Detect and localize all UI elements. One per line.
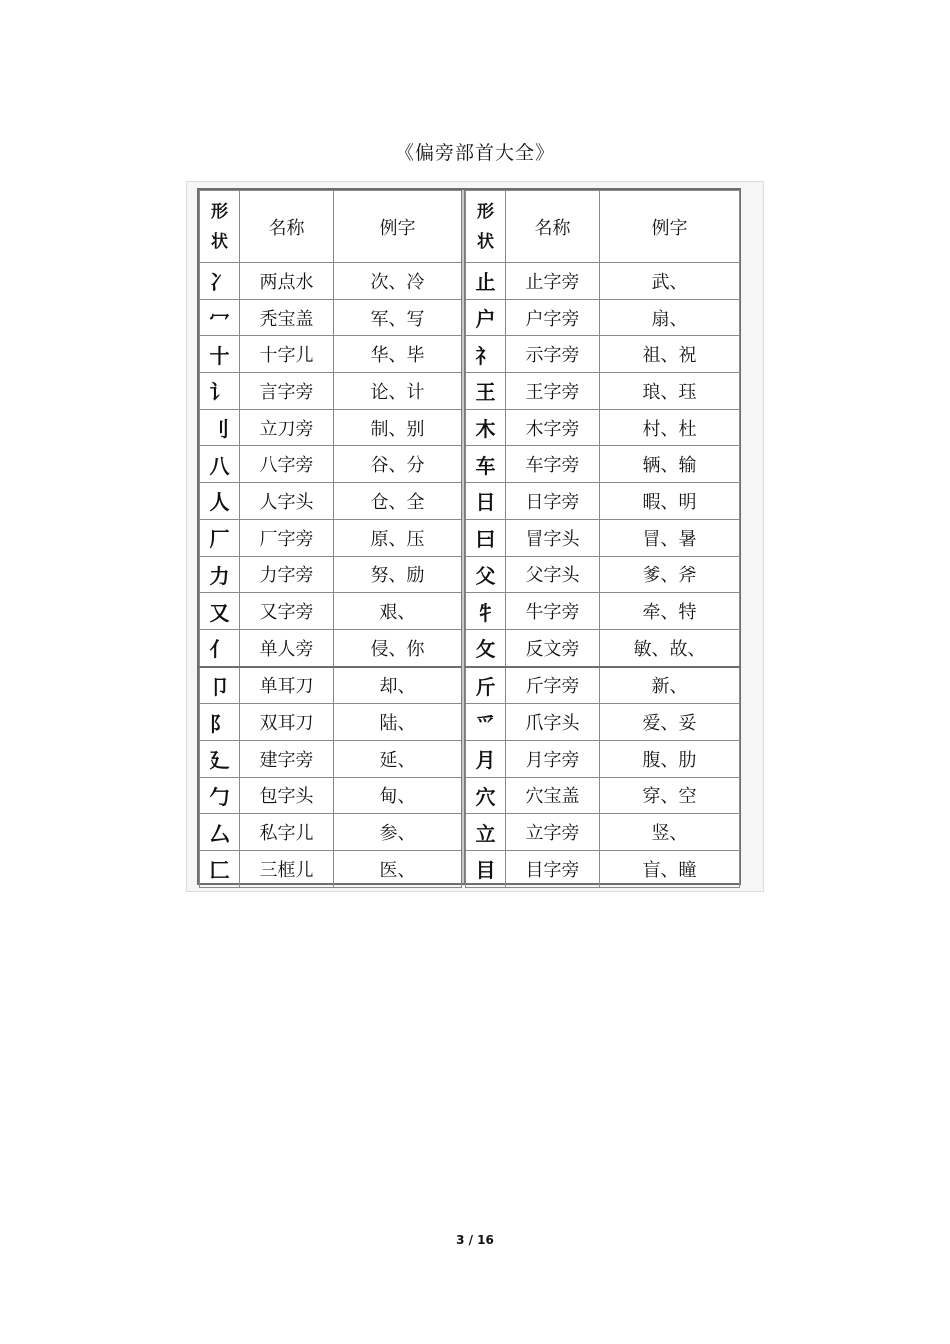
radical-name-cell: 父字头 <box>506 556 600 593</box>
name-header: 名称 <box>506 191 600 263</box>
radical-name-cell: 言字旁 <box>240 373 334 410</box>
table-row <box>200 629 462 666</box>
radical-name-cell: 立字旁 <box>506 814 600 851</box>
radical-shape-cell: 十 <box>200 336 240 373</box>
table-row <box>200 409 462 446</box>
radical-shape-cell: 人 <box>200 483 240 520</box>
radical-shape-cell: 卩 <box>200 667 240 704</box>
radical-shape-cell: 父 <box>466 556 506 593</box>
radical-shape-cell: 冫 <box>200 263 240 300</box>
example-header: 例字 <box>334 191 462 263</box>
table-row <box>466 814 740 851</box>
table-row <box>200 263 462 300</box>
example-chars-cell: 穿、空 <box>600 777 740 814</box>
right-table <box>465 190 739 883</box>
table-row <box>466 704 740 741</box>
radical-shape-cell: 厂 <box>200 519 240 556</box>
radical-name-cell: 立刀旁 <box>240 409 334 446</box>
name-header: 名称 <box>240 191 334 263</box>
radical-name-cell: 秃宝盖 <box>240 299 334 336</box>
table-row <box>466 446 740 483</box>
left-table-body <box>200 263 462 888</box>
radical-shape-cell: 讠 <box>200 373 240 410</box>
table-row <box>200 667 462 704</box>
radical-name-cell: 冒字头 <box>506 519 600 556</box>
table-row <box>200 814 462 851</box>
radicals-table <box>197 188 741 885</box>
page-title: 《偏旁部首大全》 <box>394 142 555 164</box>
table-row <box>200 336 462 373</box>
example-chars-cell: 辆、输 <box>600 446 740 483</box>
example-chars-cell: 暇、明 <box>600 483 740 520</box>
radical-shape-cell: 穴 <box>466 777 506 814</box>
radical-name-cell: 爪字头 <box>506 704 600 741</box>
table-row <box>466 336 740 373</box>
example-chars-cell: 冒、暑 <box>600 519 740 556</box>
radical-shape-cell: 礻 <box>466 336 506 373</box>
table-row <box>466 667 740 704</box>
radical-shape-cell: 冖 <box>200 299 240 336</box>
radical-name-cell: 八字旁 <box>240 446 334 483</box>
shape-header <box>200 191 240 263</box>
radical-name-cell: 王字旁 <box>506 373 600 410</box>
header-row <box>466 191 740 263</box>
example-chars-cell: 华、毕 <box>334 336 462 373</box>
example-chars-cell: 军、写 <box>334 299 462 336</box>
example-chars-cell: 村、杜 <box>600 409 740 446</box>
radical-name-cell: 双耳刀 <box>240 704 334 741</box>
example-chars-cell: 爱、妥 <box>600 704 740 741</box>
shape-header-top: 形 <box>477 201 494 222</box>
radical-shape-cell: 又 <box>200 593 240 630</box>
example-chars-cell: 琅、珏 <box>600 373 740 410</box>
shape-header-bottom: 状 <box>477 231 494 252</box>
radical-shape-cell: 车 <box>466 446 506 483</box>
table-row <box>466 629 740 666</box>
example-chars-cell: 盲、瞳 <box>600 851 740 888</box>
example-chars-cell: 医、 <box>334 851 462 888</box>
radical-shape-cell: 月 <box>466 740 506 777</box>
example-chars-cell: 却、 <box>334 667 462 704</box>
radical-shape-cell: 廴 <box>200 740 240 777</box>
radical-name-cell: 单人旁 <box>240 629 334 666</box>
radical-name-cell: 又字旁 <box>240 593 334 630</box>
example-chars-cell: 原、压 <box>334 519 462 556</box>
example-chars-cell: 祖、祝 <box>600 336 740 373</box>
radical-name-cell: 月字旁 <box>506 740 600 777</box>
radical-shape-cell: 牜 <box>466 593 506 630</box>
radical-name-cell: 力字旁 <box>240 556 334 593</box>
radical-name-cell: 三框儿 <box>240 851 334 888</box>
header-row <box>200 191 462 263</box>
radical-name-cell: 车字旁 <box>506 446 600 483</box>
radical-shape-cell: 刂 <box>200 409 240 446</box>
shape-header-top: 形 <box>211 201 228 222</box>
radical-shape-cell: 厶 <box>200 814 240 851</box>
radical-name-cell: 日字旁 <box>506 483 600 520</box>
radical-shape-cell: 亻 <box>200 629 240 666</box>
table-row <box>466 740 740 777</box>
page-number: 3 / 16 <box>456 1233 494 1247</box>
example-chars-cell: 甸、 <box>334 777 462 814</box>
example-chars-cell: 次、冷 <box>334 263 462 300</box>
example-chars-cell: 仓、全 <box>334 483 462 520</box>
radical-name-cell: 包字头 <box>240 777 334 814</box>
example-chars-cell: 武、 <box>600 263 740 300</box>
radical-shape-cell: 止 <box>466 263 506 300</box>
table-row <box>200 704 462 741</box>
example-chars-cell: 延、 <box>334 740 462 777</box>
table-row <box>466 519 740 556</box>
right-table-grid <box>465 190 740 888</box>
radical-name-cell: 木字旁 <box>506 409 600 446</box>
table-row <box>466 483 740 520</box>
shape-header-bottom: 状 <box>211 231 228 252</box>
left-table-grid <box>199 190 462 888</box>
radical-name-cell: 私字儿 <box>240 814 334 851</box>
example-chars-cell: 侵、你 <box>334 629 462 666</box>
example-chars-cell: 腹、肋 <box>600 740 740 777</box>
table-row <box>466 777 740 814</box>
radical-name-cell: 户字旁 <box>506 299 600 336</box>
radical-shape-cell: 户 <box>466 299 506 336</box>
shape-header <box>466 191 506 263</box>
radical-shape-cell: 力 <box>200 556 240 593</box>
radical-shape-cell: 立 <box>466 814 506 851</box>
table-row <box>466 373 740 410</box>
table-row <box>466 263 740 300</box>
table-row <box>466 851 740 888</box>
table-row <box>200 373 462 410</box>
radical-name-cell: 牛字旁 <box>506 593 600 630</box>
example-chars-cell: 爹、斧 <box>600 556 740 593</box>
radical-shape-cell: 攵 <box>466 629 506 666</box>
example-chars-cell: 制、别 <box>334 409 462 446</box>
radical-name-cell: 止字旁 <box>506 263 600 300</box>
radical-shape-cell: 曰 <box>466 519 506 556</box>
radical-name-cell: 厂字旁 <box>240 519 334 556</box>
table-row <box>200 851 462 888</box>
table-row <box>466 593 740 630</box>
radical-name-cell: 穴宝盖 <box>506 777 600 814</box>
radical-shape-cell: 匚 <box>200 851 240 888</box>
radical-name-cell: 两点水 <box>240 263 334 300</box>
example-chars-cell: 竖、 <box>600 814 740 851</box>
example-chars-cell: 扇、 <box>600 299 740 336</box>
example-chars-cell: 陆、 <box>334 704 462 741</box>
example-chars-cell: 新、 <box>600 667 740 704</box>
table-row <box>466 556 740 593</box>
radical-shape-cell: 日 <box>466 483 506 520</box>
example-chars-cell: 牵、特 <box>600 593 740 630</box>
left-table <box>199 190 461 883</box>
table-row <box>466 409 740 446</box>
radical-name-cell: 建字旁 <box>240 740 334 777</box>
radical-name-cell: 反文旁 <box>506 629 600 666</box>
radical-shape-cell: 木 <box>466 409 506 446</box>
table-row <box>200 593 462 630</box>
table-row <box>200 556 462 593</box>
table-row <box>200 740 462 777</box>
example-header: 例字 <box>600 191 740 263</box>
table-row <box>466 299 740 336</box>
radical-shape-cell: 阝 <box>200 704 240 741</box>
radical-shape-cell: 八 <box>200 446 240 483</box>
radical-shape-cell: 目 <box>466 851 506 888</box>
radical-shape-cell: 爫 <box>466 704 506 741</box>
radical-name-cell: 人字头 <box>240 483 334 520</box>
table-row <box>200 777 462 814</box>
example-chars-cell: 敏、故、 <box>600 629 740 666</box>
example-chars-cell: 论、计 <box>334 373 462 410</box>
radical-shape-cell: 斤 <box>466 667 506 704</box>
example-chars-cell: 艰、 <box>334 593 462 630</box>
table-row <box>200 519 462 556</box>
table-row <box>200 299 462 336</box>
radical-shape-cell: 王 <box>466 373 506 410</box>
radical-shape-cell: 勹 <box>200 777 240 814</box>
radical-name-cell: 斤字旁 <box>506 667 600 704</box>
table-row <box>200 483 462 520</box>
table-row <box>200 446 462 483</box>
example-chars-cell: 努、励 <box>334 556 462 593</box>
right-table-body <box>466 263 740 888</box>
example-chars-cell: 谷、分 <box>334 446 462 483</box>
radical-name-cell: 示字旁 <box>506 336 600 373</box>
radical-name-cell: 目字旁 <box>506 851 600 888</box>
radical-name-cell: 十字儿 <box>240 336 334 373</box>
example-chars-cell: 参、 <box>334 814 462 851</box>
radical-name-cell: 单耳刀 <box>240 667 334 704</box>
